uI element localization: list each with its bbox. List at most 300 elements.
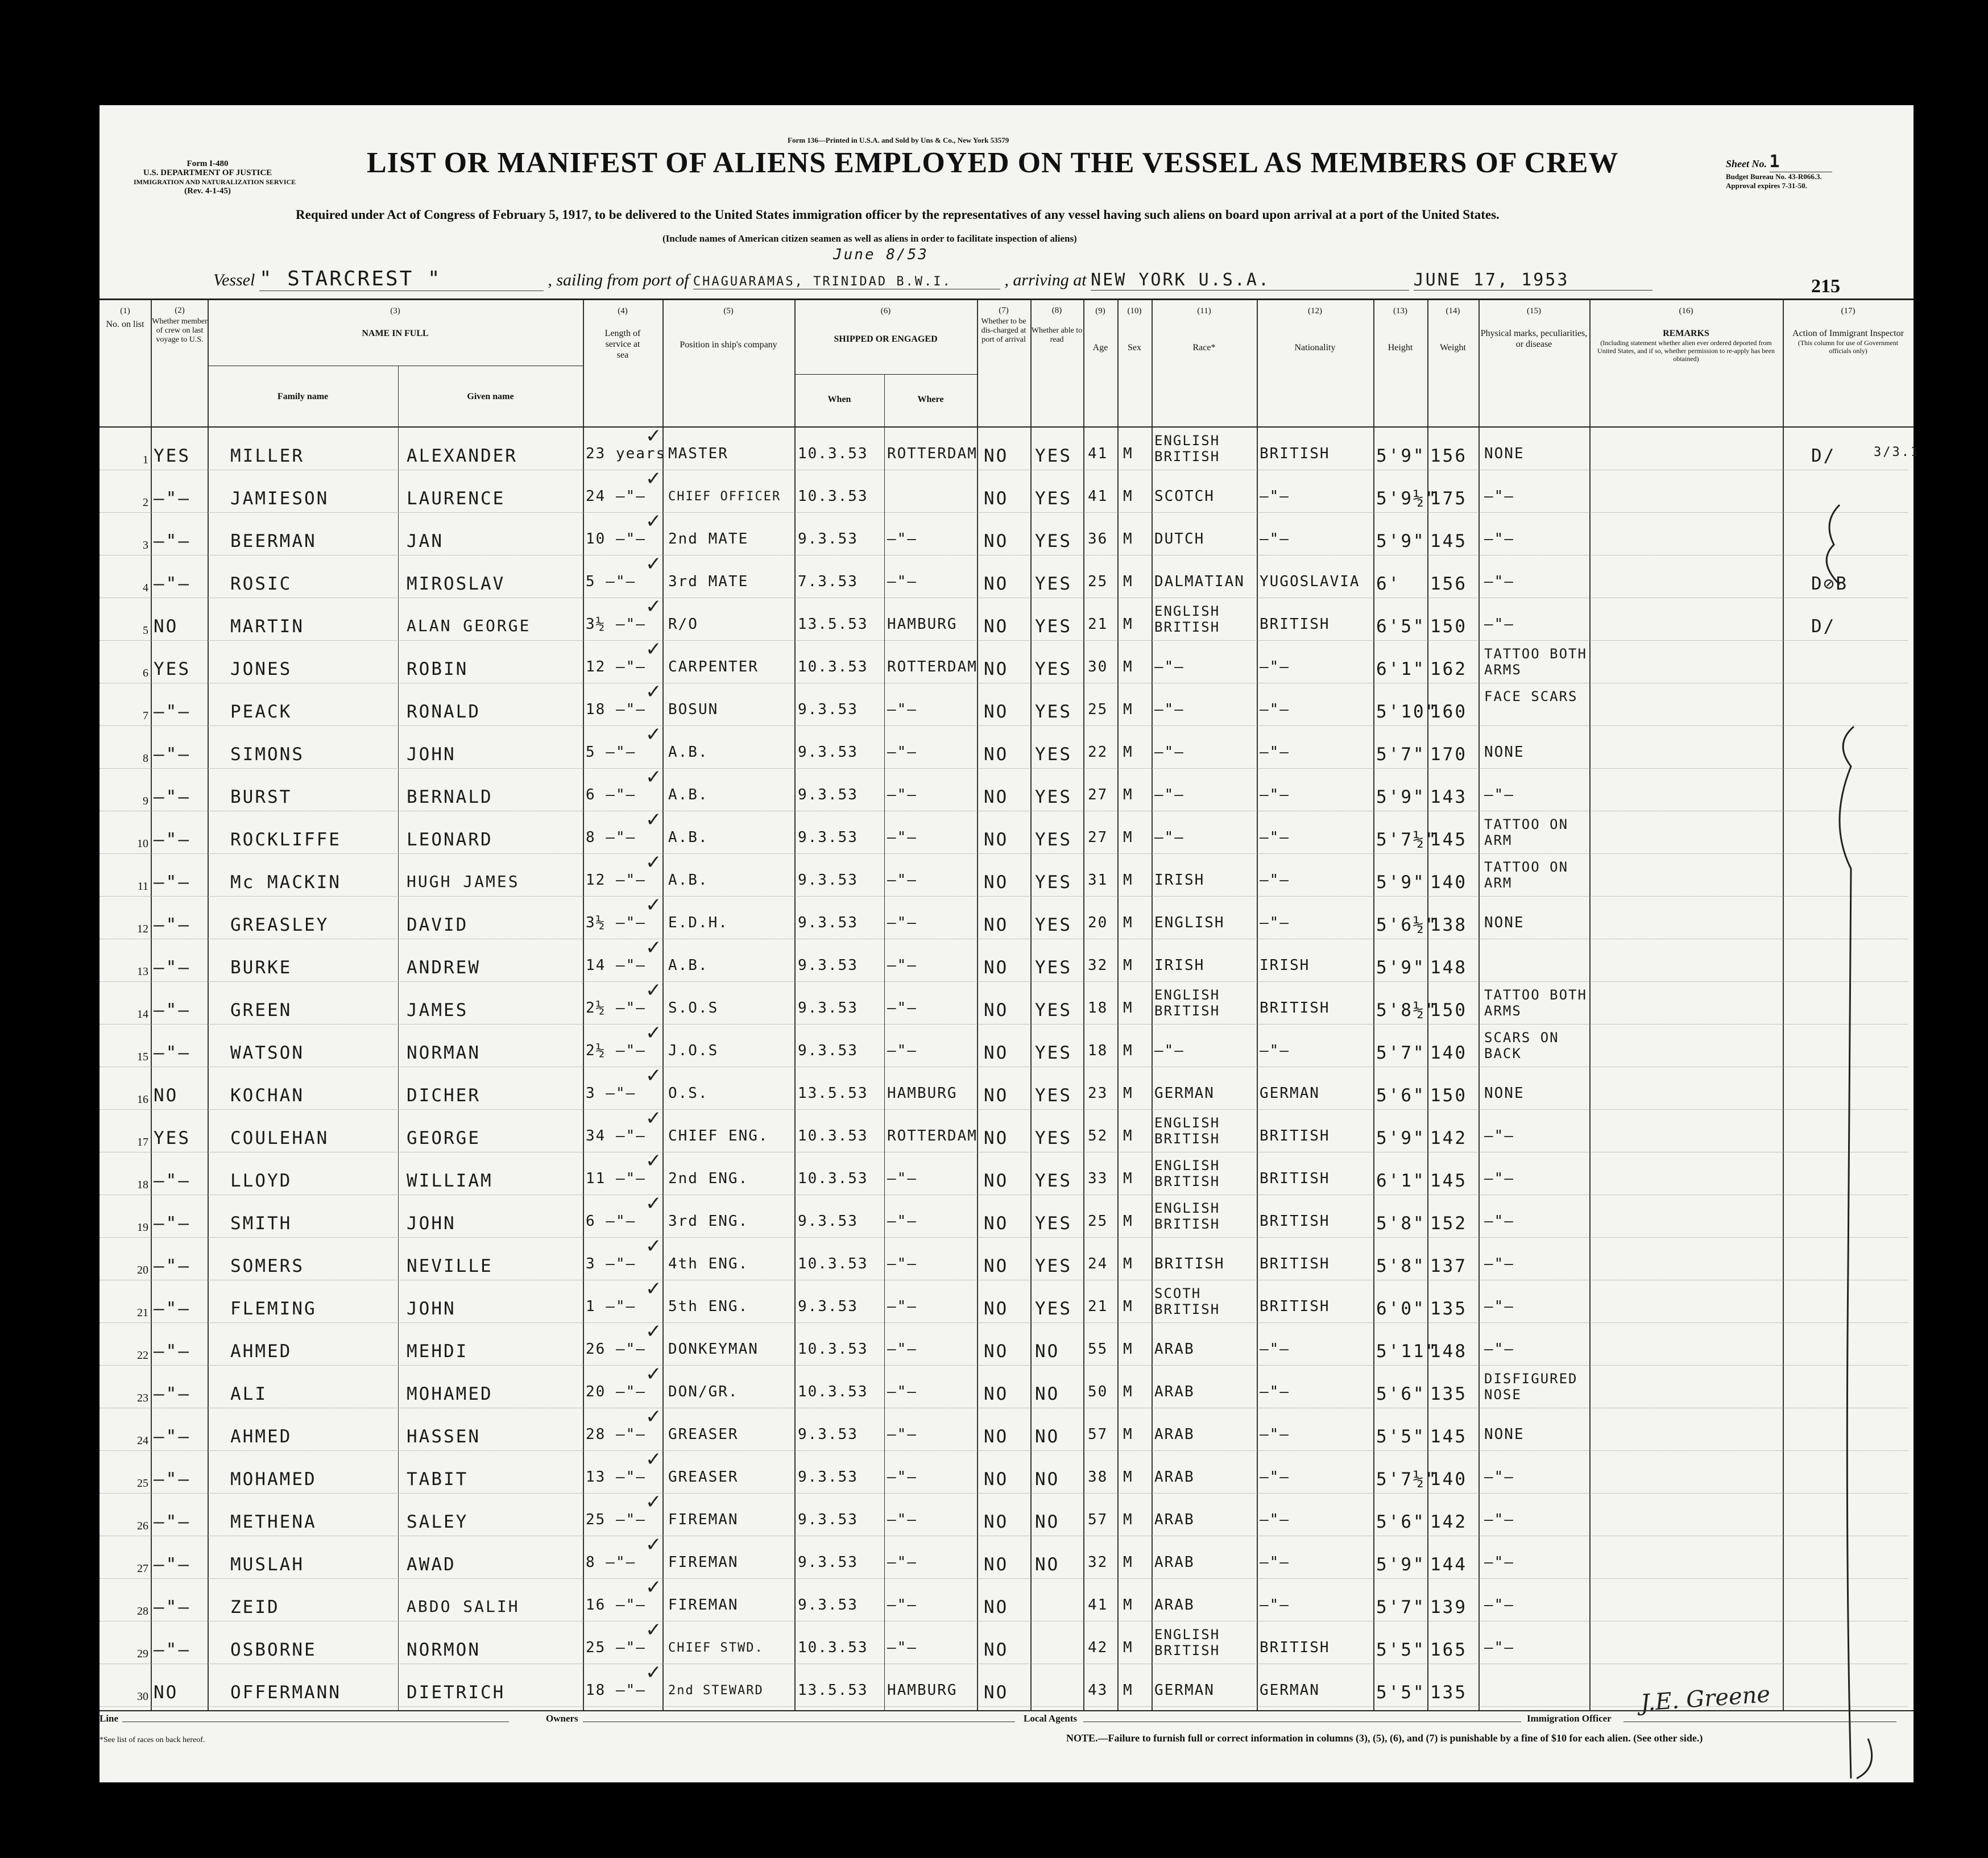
family-name-cell: BEERMAN — [230, 531, 317, 551]
nationality-cell: BRITISH — [1260, 445, 1330, 462]
shipped-where-cell: ROTTERDAM — [887, 1127, 978, 1144]
discharge-cell: NO — [984, 1171, 1009, 1191]
age-cell: 41 — [1088, 445, 1108, 462]
height-cell: 5'5" — [1376, 1426, 1426, 1447]
service-check-mark: ✓ — [645, 1405, 662, 1428]
height-cell: 5'7½" — [1376, 1469, 1438, 1490]
race-cell: —"— — [1154, 786, 1184, 803]
table-row — [100, 1320, 1914, 1366]
prev-voyage-cell: —"— — [154, 1512, 190, 1532]
shipped-when-cell: 9.3.53 — [798, 1213, 858, 1230]
family-name-cell: ZEID — [230, 1597, 280, 1618]
discharge-cell: NO — [984, 1043, 1009, 1063]
shipped-where-cell: —"— — [887, 1255, 917, 1272]
col-header-height — [1373, 306, 1427, 353]
table-row — [100, 1405, 1914, 1451]
read-cell: NO — [1035, 1512, 1060, 1532]
col-header-family-name: Family name — [277, 392, 329, 401]
given-name-cell: NORMON — [407, 1640, 481, 1660]
weight-cell: 150 — [1430, 1085, 1467, 1106]
printer-line: Form 136—Printed in U.S.A. and Sold by Uns & Co., New York 53579 — [788, 136, 1009, 144]
discharge-cell: NO — [984, 915, 1009, 935]
nationality-cell: BRITISH — [1260, 1213, 1330, 1230]
sex-cell: M — [1123, 530, 1133, 548]
family-name-cell: ROCKLIFFE — [230, 830, 341, 850]
family-name-cell: METHENA — [230, 1512, 317, 1532]
weight-cell: 152 — [1430, 1213, 1467, 1234]
sex-cell: M — [1123, 616, 1133, 633]
weight-cell: 150 — [1430, 1000, 1467, 1021]
service-cell: 26 —"— — [586, 1341, 646, 1358]
shipped-where-cell: —"— — [887, 530, 917, 548]
shipped-when-cell: 9.3.53 — [798, 872, 858, 889]
row-number: 10 — [137, 837, 148, 850]
shipped-when-cell: 10.3.53 — [798, 1170, 868, 1187]
height-cell: 6'0" — [1376, 1299, 1426, 1319]
weight-cell: 140 — [1430, 1043, 1467, 1063]
physical-marks-cell: SCARS ON BACK — [1484, 1030, 1559, 1061]
table-row — [100, 1363, 1914, 1409]
given-name-cell: DICHER — [407, 1085, 481, 1106]
form-id — [134, 159, 296, 196]
read-cell: YES — [1035, 872, 1072, 893]
col-label: Whether to be dis-charged at port of arrival — [981, 317, 1026, 344]
shipped-where-cell: —"— — [887, 1213, 917, 1230]
shipped-when-cell: 9.3.53 — [798, 530, 858, 548]
discharge-cell: NO — [984, 659, 1009, 679]
position-cell: 2nd STEWARD — [668, 1683, 764, 1698]
physical-marks-cell: NONE — [1484, 445, 1525, 462]
col-header-no — [100, 306, 151, 330]
physical-marks-cell: NONE — [1484, 744, 1525, 761]
physical-marks-cell: TATTOO ON ARM — [1484, 859, 1569, 891]
service-cell: 11 —"— — [586, 1170, 646, 1187]
age-cell: 21 — [1088, 616, 1108, 633]
row-number: 26 — [137, 1520, 148, 1532]
row-number: 16 — [137, 1093, 148, 1106]
row-number: 5 — [143, 624, 148, 637]
owners-label: Owners — [546, 1713, 578, 1724]
position-cell: 5th ENG. — [668, 1298, 749, 1315]
read-cell: YES — [1035, 1085, 1072, 1106]
row-number: 2 — [143, 496, 148, 509]
row-number: 23 — [137, 1392, 148, 1404]
age-cell: 25 — [1088, 1213, 1108, 1230]
nationality-cell: —"— — [1260, 658, 1290, 675]
nationality-cell: IRISH — [1260, 957, 1310, 974]
shipped-when-cell: 9.3.53 — [798, 1426, 858, 1443]
race-cell: ARAB — [1154, 1554, 1195, 1571]
given-name-cell: NEVILLE — [407, 1256, 493, 1276]
discharge-cell: NO — [984, 1426, 1009, 1447]
row-number: 14 — [137, 1008, 148, 1021]
row-number: 6 — [143, 667, 148, 679]
col-number: (11) — [1197, 306, 1211, 316]
physical-marks-cell: —"— — [1484, 530, 1514, 548]
port-to: NEW YORK U.S.A. — [1091, 270, 1409, 291]
height-cell: 5'6" — [1376, 1384, 1426, 1404]
col-header-name — [208, 306, 583, 339]
subtitle: Required under Act of Congress of February 5, 1917, to be delivered to the United States immigration officer by the representatives of any vessel having such aliens on board upon arrival at a port of the United States. — [296, 208, 1500, 222]
nationality-cell: BRITISH — [1260, 1127, 1330, 1144]
race-cell: ENGLISH BRITISH — [1154, 987, 1220, 1019]
vessel-name: " STARCREST " — [259, 267, 544, 291]
service-cell: 6 —"— — [586, 786, 636, 803]
height-cell: 5'9" — [1376, 531, 1426, 551]
weight-cell: 150 — [1430, 616, 1467, 637]
nationality-cell: —"— — [1260, 1383, 1290, 1400]
service-cell: 12 —"— — [586, 872, 646, 889]
race-cell: —"— — [1154, 658, 1184, 675]
col-header-nationality — [1257, 306, 1373, 353]
family-name-cell: MUSLAH — [230, 1554, 304, 1575]
form-id-line: IMMIGRATION AND NATURALIZATION SERVICE — [134, 178, 296, 186]
date-note: June 8/53 — [833, 246, 929, 263]
col-header-where: Where — [917, 395, 944, 404]
race-cell: —"— — [1154, 744, 1184, 761]
page-title: LIST OR MANIFEST OF ALIENS EMPLOYED ON THE VESSEL AS MEMBERS OF CREW — [367, 147, 1619, 179]
row-number: 29 — [137, 1648, 148, 1660]
service-cell: 8 —"— — [586, 1554, 636, 1571]
weight-cell: 148 — [1430, 957, 1467, 978]
read-cell: YES — [1035, 659, 1072, 679]
discharge-cell: NO — [984, 1597, 1009, 1618]
table-row — [100, 936, 1914, 982]
physical-marks-cell: NONE — [1484, 1085, 1525, 1102]
nationality-cell: —"— — [1260, 530, 1290, 548]
read-cell: NO — [1035, 1384, 1060, 1404]
race-cell: —"— — [1154, 829, 1184, 846]
table-row — [100, 638, 1914, 684]
service-check-mark: ✓ — [645, 1576, 662, 1599]
height-cell: 6'1" — [1376, 659, 1426, 679]
age-cell: 41 — [1088, 488, 1108, 505]
table-row — [100, 1022, 1914, 1068]
age-cell: 18 — [1088, 999, 1108, 1017]
prev-voyage-cell: —"— — [154, 787, 190, 807]
sheet-label: Sheet No. — [1726, 158, 1767, 169]
prev-voyage-cell: YES — [154, 659, 190, 679]
physical-marks-cell: —"— — [1484, 1469, 1514, 1486]
service-check-mark: ✓ — [645, 595, 662, 618]
given-name-cell: BERNALD — [407, 787, 493, 807]
nationality-cell: BRITISH — [1260, 1255, 1330, 1272]
table-row — [100, 1192, 1914, 1238]
table-row — [100, 595, 1914, 641]
given-name-cell: RONALD — [407, 702, 481, 722]
service-cell: 6 —"— — [586, 1213, 636, 1230]
nationality-cell: BRITISH — [1260, 1639, 1330, 1656]
service-check-mark: ✓ — [645, 681, 662, 703]
age-cell: 57 — [1088, 1511, 1108, 1528]
nationality-cell: —"— — [1260, 1042, 1290, 1059]
row-number: 15 — [137, 1051, 148, 1063]
form-id-line: (Rev. 4-1-45) — [184, 186, 231, 196]
service-check-mark: ✓ — [645, 1619, 662, 1641]
table-row — [100, 425, 1914, 471]
family-name-cell: BURST — [230, 787, 292, 807]
position-cell: CHIEF OFFICER — [668, 490, 781, 504]
physical-marks-cell: —"— — [1484, 1298, 1514, 1315]
table-row — [100, 1150, 1914, 1196]
manifest-sheet — [100, 105, 1920, 1782]
position-cell: FIREMAN — [668, 1511, 739, 1528]
age-cell: 50 — [1088, 1383, 1108, 1400]
physical-marks-cell: NONE — [1484, 1426, 1525, 1443]
vessel-label: Vessel — [213, 271, 255, 289]
inspector-action-cell: D/ — [1811, 446, 1836, 466]
margin-note: 3/3.1 — [1874, 445, 1920, 459]
col-header-shipped — [794, 306, 977, 345]
col-label: SHIPPED OR ENGAGED — [834, 334, 938, 344]
family-name-cell: ALI — [230, 1384, 267, 1404]
age-cell: 52 — [1088, 1127, 1108, 1144]
age-cell: 32 — [1088, 1554, 1108, 1571]
service-cell: 13 —"— — [586, 1469, 646, 1486]
arrival-date: JUNE 17, 1953 — [1414, 270, 1652, 291]
given-name-cell: WILLIAM — [407, 1171, 493, 1191]
read-cell: YES — [1035, 702, 1072, 722]
service-cell: 3½ —"— — [586, 616, 646, 633]
service-check-mark: ✓ — [645, 1363, 662, 1386]
col-header-sex — [1117, 306, 1152, 353]
given-name-cell: MEHDI — [407, 1341, 469, 1362]
prev-voyage-cell: —"— — [154, 574, 190, 594]
position-cell: A.B. — [668, 786, 709, 803]
given-name-cell: MIROSLAV — [407, 574, 506, 594]
shipped-where-cell: —"— — [887, 999, 917, 1017]
row-number: 17 — [137, 1136, 148, 1148]
sex-cell: M — [1123, 445, 1133, 462]
service-cell: 25 —"— — [586, 1511, 646, 1528]
shipped-where-cell: —"— — [887, 786, 917, 803]
family-name-cell: Mc MACKIN — [230, 872, 341, 893]
col-header-age — [1083, 306, 1117, 353]
table-row — [100, 723, 1914, 769]
physical-marks-cell: —"— — [1484, 488, 1514, 505]
service-cell: 10 —"— — [586, 530, 646, 548]
agents-label: Local Agents — [1024, 1713, 1077, 1724]
shipped-when-cell: 10.3.53 — [798, 1255, 868, 1272]
position-cell: CHIEF ENG. — [668, 1127, 769, 1144]
position-cell: A.B. — [668, 829, 709, 846]
service-cell: 2½ —"— — [586, 999, 646, 1017]
position-cell: S.O.S — [668, 999, 719, 1017]
arriving-label: , arriving at — [1004, 271, 1087, 289]
read-cell: YES — [1035, 1299, 1072, 1319]
sex-cell: M — [1123, 1255, 1133, 1272]
weight-cell: 160 — [1430, 702, 1467, 722]
sex-cell: M — [1123, 744, 1133, 761]
col-label: REMARKS — [1663, 329, 1709, 338]
given-name-cell: ALAN GEORGE — [407, 616, 531, 635]
shipped-where-cell: —"— — [887, 1170, 917, 1187]
physical-marks-cell: TATTOO BOTH ARMS — [1484, 987, 1587, 1019]
service-check-mark: ✓ — [645, 936, 662, 959]
read-cell: YES — [1035, 531, 1072, 551]
service-check-mark: ✓ — [645, 1022, 662, 1044]
position-cell: MASTER — [668, 445, 728, 462]
service-check-mark: ✓ — [645, 851, 662, 874]
read-cell: YES — [1035, 446, 1072, 466]
height-cell: 5'9" — [1376, 446, 1426, 466]
position-cell: DONKEYMAN — [668, 1341, 759, 1358]
col-number: (12) — [1308, 306, 1322, 316]
sex-cell: M — [1123, 1554, 1133, 1571]
race-cell: ARAB — [1154, 1596, 1195, 1614]
inspector-bracket — [1800, 471, 1914, 1858]
family-name-cell: SIMONS — [230, 744, 304, 765]
read-cell: YES — [1035, 616, 1072, 637]
read-cell: NO — [1035, 1554, 1060, 1575]
shipped-when-cell: 13.5.53 — [798, 1085, 868, 1102]
discharge-cell: NO — [984, 1341, 1009, 1362]
shipped-where-cell: —"— — [887, 957, 917, 974]
discharge-cell: NO — [984, 1213, 1009, 1234]
shipped-where-cell: —"— — [887, 1426, 917, 1443]
col-number: (17) — [1841, 306, 1856, 316]
age-cell: 20 — [1088, 914, 1108, 931]
binder-hole — [67, 1581, 96, 1609]
position-cell: 2nd MATE — [668, 530, 749, 548]
discharge-cell: NO — [984, 1384, 1009, 1404]
prev-voyage-cell: —"— — [154, 1043, 190, 1063]
nationality-cell: —"— — [1260, 1426, 1290, 1443]
read-cell: YES — [1035, 1213, 1072, 1234]
nationality-cell: —"— — [1260, 914, 1290, 931]
col-number: (7) — [999, 306, 1009, 315]
family-name-cell: FLEMING — [230, 1299, 317, 1319]
weight-cell: 175 — [1430, 488, 1467, 509]
service-check-mark: ✓ — [645, 766, 662, 789]
row-number: 24 — [137, 1434, 148, 1447]
service-check-mark: ✓ — [645, 1448, 662, 1471]
given-name-cell: SALEY — [407, 1512, 469, 1532]
service-cell: 23 years — [586, 445, 666, 462]
age-cell: 21 — [1088, 1298, 1108, 1315]
shipped-when-cell: 13.5.53 — [798, 616, 868, 633]
race-cell: SCOTCH — [1154, 488, 1215, 505]
prev-voyage-cell: YES — [154, 1128, 190, 1148]
service-check-mark: ✓ — [645, 510, 662, 533]
service-cell: 14 —"— — [586, 957, 646, 974]
col-header-discharge — [977, 306, 1030, 345]
table-row — [100, 808, 1914, 855]
family-name-cell: JAMIESON — [230, 488, 329, 509]
service-cell: 2½ —"— — [586, 1042, 646, 1059]
discharge-cell: NO — [984, 1256, 1009, 1276]
family-name-cell: LLOYD — [230, 1171, 292, 1191]
age-cell: 22 — [1088, 744, 1108, 761]
family-name-cell: OSBORNE — [230, 1640, 317, 1660]
shipped-when-cell: 10.3.53 — [798, 1127, 868, 1144]
height-cell: 5'11" — [1376, 1341, 1438, 1362]
sheet-number-block — [1726, 152, 1832, 190]
service-check-mark: ✓ — [645, 1150, 662, 1172]
prev-voyage-cell: —"— — [154, 1341, 190, 1362]
service-cell: 8 —"— — [586, 829, 636, 846]
shipped-where-cell: HAMBURG — [887, 1085, 958, 1102]
position-cell: BOSUN — [668, 701, 719, 718]
shipped-where-cell: —"— — [887, 829, 917, 846]
nationality-cell: —"— — [1260, 829, 1290, 846]
position-cell: A.B. — [668, 872, 709, 889]
position-cell: A.B. — [668, 744, 709, 761]
family-name-cell: PEACK — [230, 702, 292, 722]
table-row — [100, 681, 1914, 727]
height-cell: 5'8" — [1376, 1213, 1426, 1234]
nationality-cell: —"— — [1260, 872, 1290, 889]
nationality-cell: —"— — [1260, 786, 1290, 803]
weight-cell: 135 — [1430, 1299, 1467, 1319]
row-number: 27 — [137, 1562, 148, 1575]
row-number: 1 — [143, 454, 148, 466]
weight-cell: 162 — [1430, 659, 1467, 679]
col-number: (8) — [1051, 306, 1062, 315]
sex-cell: M — [1123, 914, 1133, 931]
family-name-cell: MOHAMED — [230, 1469, 317, 1490]
physical-marks-cell: —"— — [1484, 1554, 1514, 1571]
race-cell: ARAB — [1154, 1511, 1195, 1528]
position-cell: A.B. — [668, 957, 709, 974]
age-cell: 25 — [1088, 701, 1108, 718]
given-name-cell: NORMAN — [407, 1043, 481, 1063]
shipped-when-cell: 13.5.53 — [798, 1682, 868, 1699]
race-cell: GERMAN — [1154, 1682, 1215, 1699]
discharge-cell: NO — [984, 616, 1009, 637]
col-header-given-name: Given name — [467, 392, 514, 401]
race-cell: ENGLISH BRITISH — [1154, 603, 1220, 635]
table-row — [100, 1491, 1914, 1537]
col-label: NAME IN FULL — [362, 329, 429, 338]
position-cell: GREASER — [668, 1426, 739, 1443]
age-cell: 42 — [1088, 1639, 1108, 1656]
budget-line: Budget Bureau No. 43-R066.3. — [1726, 172, 1822, 181]
sex-cell: M — [1123, 1042, 1133, 1059]
row-number: 19 — [137, 1221, 148, 1234]
discharge-cell: NO — [984, 872, 1009, 893]
weight-cell: 156 — [1430, 446, 1467, 466]
discharge-cell: NO — [984, 1000, 1009, 1021]
shipped-where-cell: —"— — [887, 1298, 917, 1315]
col-label: Whether member of crew on last voyage to U.S. — [152, 317, 208, 344]
sex-cell: M — [1123, 1170, 1133, 1187]
service-cell: 24 —"— — [586, 488, 646, 505]
inspector-action-cell: D⊘B — [1811, 574, 1848, 594]
prev-voyage-cell: —"— — [154, 1597, 190, 1618]
sailing-label: , sailing from port of — [548, 271, 689, 289]
sex-cell: M — [1123, 957, 1133, 974]
row-number: 25 — [137, 1477, 148, 1490]
col-number: (6) — [880, 306, 891, 316]
row-number: 13 — [137, 965, 148, 978]
race-cell: IRISH — [1154, 872, 1205, 889]
age-cell: 43 — [1088, 1682, 1108, 1699]
shipped-when-cell: 9.3.53 — [798, 957, 858, 974]
position-cell: DON/GR. — [668, 1383, 739, 1400]
position-cell: E.D.H. — [668, 914, 728, 931]
col-label: Weight — [1440, 343, 1466, 352]
service-check-mark: ✓ — [645, 1192, 662, 1215]
service-cell: 5 —"— — [586, 573, 636, 590]
sex-cell: M — [1123, 872, 1133, 889]
sex-cell: M — [1123, 1085, 1133, 1102]
shipped-when-cell: 10.3.53 — [798, 1341, 868, 1358]
weight-cell: 138 — [1430, 915, 1467, 935]
nationality-cell: GERMAN — [1260, 1682, 1320, 1699]
weight-cell: 170 — [1430, 744, 1467, 765]
age-cell: 27 — [1088, 829, 1108, 846]
